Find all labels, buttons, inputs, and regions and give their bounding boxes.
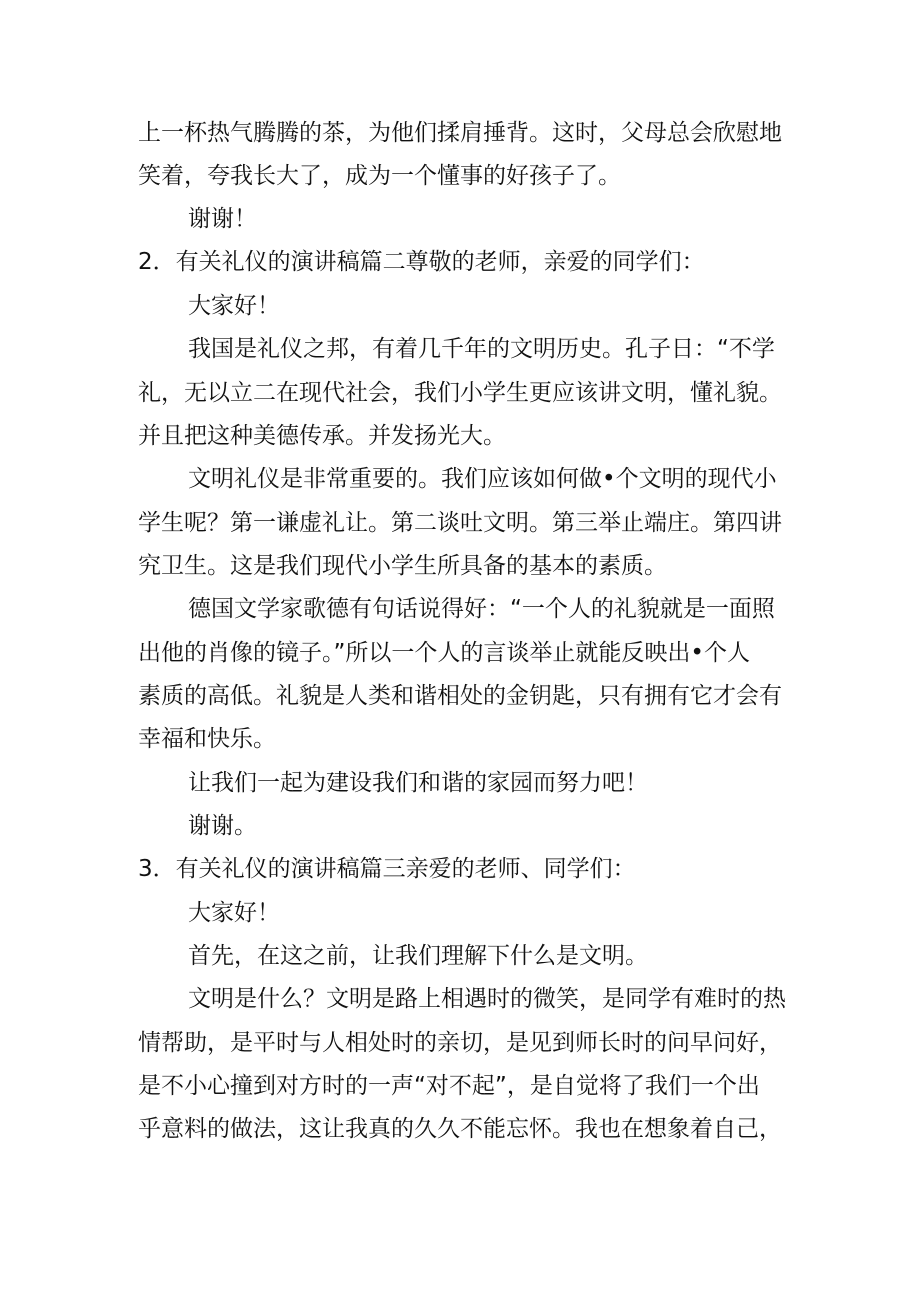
text-line-16: 让我们一起为建设我们和谐的家园而努力吧！ bbox=[188, 770, 648, 796]
text-line-20: 首先，在这之前，让我们理解下什么是文明。 bbox=[188, 943, 648, 969]
text-line-12: 德国文学家歌德有句话说得好：“一个人的礼貌就是一面照 bbox=[188, 596, 775, 622]
text-line-21: 文明是什么？文明是路上相遇时的微笑，是同学有难时的热 bbox=[188, 986, 786, 1012]
text-line-5: 大家好！ bbox=[188, 293, 280, 319]
text-line-14: 素质的高低。礼貌是人类和谐相处的金钥匙，只有拥有它才会有 bbox=[138, 683, 782, 709]
text-line-9: 文明礼仪是非常重要的。我们应该如何做•个文明的现代小 bbox=[188, 466, 777, 492]
text-line-6: 我国是礼仪之邦，有着几千年的文明历史。孔子日：“不学 bbox=[188, 336, 775, 362]
section-heading-2: 2．有关礼仪的演讲稿篇二尊敬的老师，亲爱的同学们： bbox=[138, 249, 705, 275]
text-line-24: 乎意料的做法，这让我真的久久不能忘怀。我也在想象着自己， bbox=[138, 1116, 782, 1142]
text-line-19: 大家好！ bbox=[188, 900, 280, 926]
text-line-22: 情帮助，是平时与人相处时的亲切，是见到师长时的问早问好， bbox=[138, 1030, 782, 1056]
text-line-2: 笑着，夸我长大了，成为一个懂事的好孩子了。 bbox=[138, 163, 621, 189]
text-line-7: 礼，无以立二在现代社会，我们小学生更应该讲文明，懂礼貌。 bbox=[138, 380, 782, 406]
section-heading-3: 3．有关礼仪的演讲稿篇三亲爱的老师、同学们： bbox=[138, 856, 636, 882]
text-line-23: 是不小心撞到对方时的一声“对不起”，是自觉将了我们一个出 bbox=[138, 1073, 760, 1099]
text-line-3: 谢谢！ bbox=[188, 206, 257, 232]
text-line-17: 谢谢。 bbox=[188, 813, 257, 839]
text-line-8: 并且把这种美德传承。并发扬光大。 bbox=[138, 423, 506, 449]
text-line-11: 究卫生。这是我们现代小学生所具备的基本的素质。 bbox=[138, 553, 667, 579]
text-line-1: 上一杯热气腾腾的茶，为他们揉肩捶背。这时，父母总会欣慰地 bbox=[138, 120, 782, 146]
text-line-13: 出他的肖像的镜子。”所以一个人的言谈举止就能反映出•个人 bbox=[138, 640, 750, 666]
text-line-10: 学生呢？第一谦虚礼让。第二谈吐文明。第三举止端庄。第四讲 bbox=[138, 510, 782, 536]
text-line-15: 幸福和快乐。 bbox=[138, 726, 276, 752]
